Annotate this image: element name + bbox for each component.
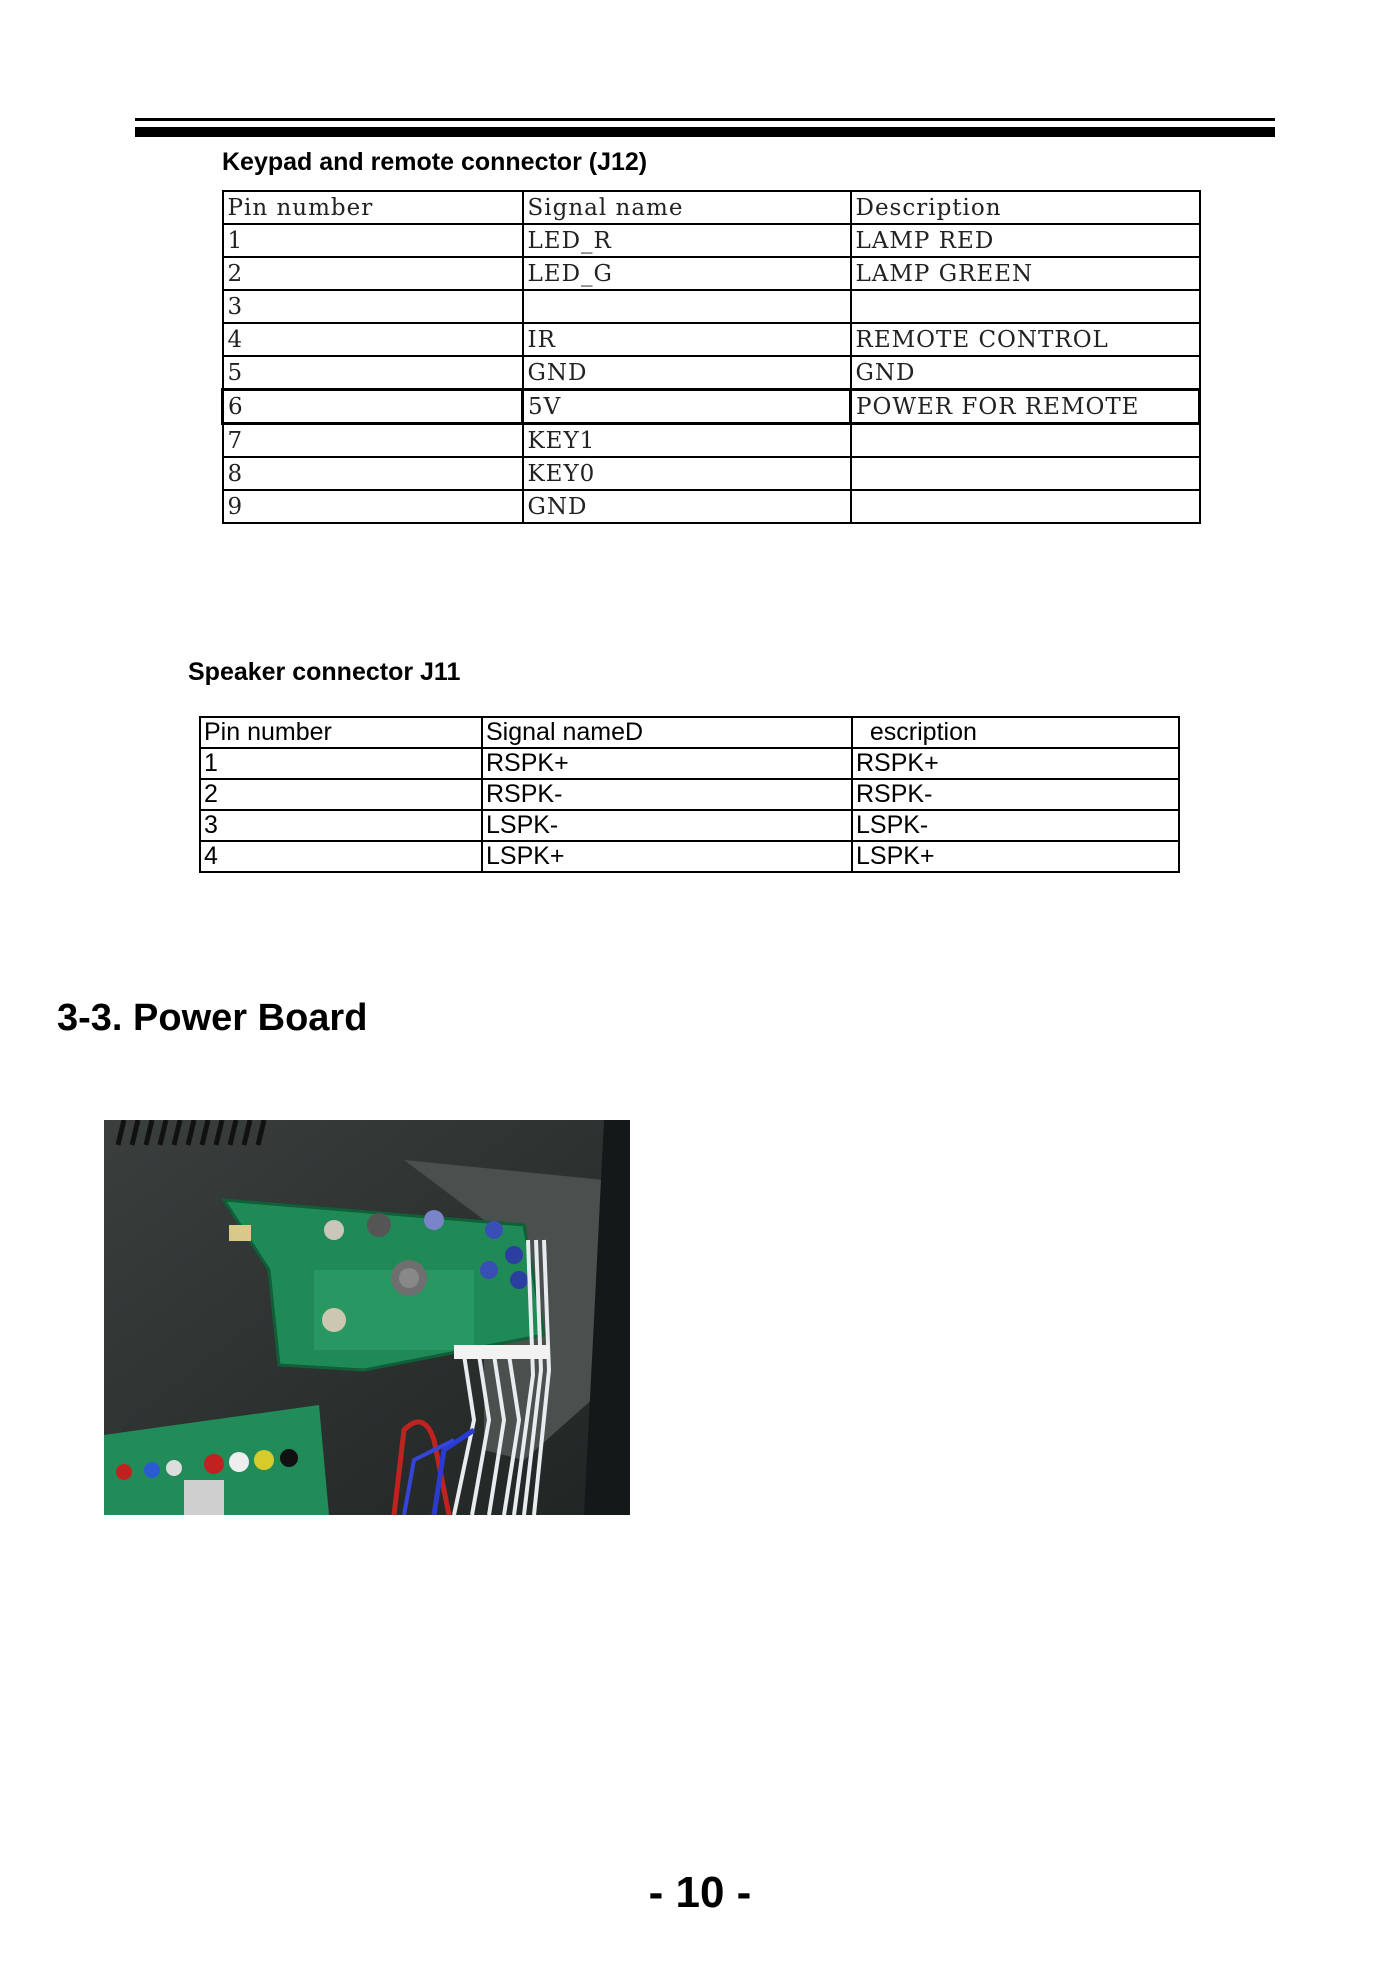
table-row — [223, 224, 1200, 257]
description-cell: GND — [851, 356, 1200, 390]
signal-cell: LED_R — [523, 224, 851, 257]
table-header-row — [200, 717, 1179, 748]
description-cell: RSPK+ — [852, 748, 1179, 779]
description-cell: LSPK- — [852, 810, 1179, 841]
table-row — [200, 810, 1179, 841]
signal-cell: LED_G — [523, 257, 851, 290]
signal-cell: KEY1 — [523, 424, 851, 458]
keypad-connector-table — [221, 190, 1201, 524]
description-cell — [851, 424, 1200, 458]
description-cell — [851, 490, 1200, 523]
power-board-photo — [104, 1120, 630, 1515]
signal-cell: IR — [523, 323, 851, 356]
signal-cell: 5V — [523, 390, 851, 424]
pin-cell: 5 — [223, 356, 523, 390]
page-number: - 10 - — [648, 1868, 752, 1917]
keypad-connector-title: Keypad and remote connector (J12) — [222, 148, 648, 176]
pin-cell: 4 — [200, 841, 482, 872]
description-cell: POWER FOR REMOTE — [851, 390, 1200, 424]
pin-cell: 3 — [200, 810, 482, 841]
table-row — [200, 779, 1179, 810]
table-header-row — [223, 191, 1200, 224]
description-cell: RSPK- — [852, 779, 1179, 810]
pin-cell: 2 — [223, 257, 523, 290]
signal-cell — [523, 290, 851, 323]
signal-cell: LSPK- — [482, 810, 852, 841]
table-row — [223, 257, 1200, 290]
description-cell: LAMP GREEN — [851, 257, 1200, 290]
section-heading-power-board: 3-3. Power Board — [57, 997, 368, 1039]
table-row — [223, 290, 1200, 323]
signal-cell: GND — [523, 490, 851, 523]
header-description: escription — [852, 717, 1179, 748]
signal-cell: RSPK- — [482, 779, 852, 810]
pin-cell: 1 — [200, 748, 482, 779]
table-row — [200, 841, 1179, 872]
pin-cell: 6 — [223, 390, 523, 424]
table-row — [223, 424, 1200, 458]
description-cell: REMOTE CONTROL — [851, 323, 1200, 356]
table-row — [223, 490, 1200, 523]
pin-cell: 9 — [223, 490, 523, 523]
table-row — [223, 356, 1200, 390]
pin-cell: 1 — [223, 224, 523, 257]
speaker-connector-table — [199, 716, 1180, 873]
pin-cell: 7 — [223, 424, 523, 458]
description-cell: LSPK+ — [852, 841, 1179, 872]
description-cell: LAMP RED — [851, 224, 1200, 257]
signal-cell: LSPK+ — [482, 841, 852, 872]
pin-cell: 2 — [200, 779, 482, 810]
header-description: Description — [851, 191, 1200, 224]
pin-cell: 8 — [223, 457, 523, 490]
signal-cell: GND — [523, 356, 851, 390]
header-pin-number: Pin number — [223, 191, 523, 224]
description-cell — [851, 290, 1200, 323]
header-signal-name: Signal name — [523, 191, 851, 224]
speaker-connector-title: Speaker connector J11 — [188, 658, 461, 686]
header-rule-thick — [135, 127, 1275, 137]
table-row — [200, 748, 1179, 779]
pin-cell: 4 — [223, 323, 523, 356]
pin-cell: 3 — [223, 290, 523, 323]
header-rule-thin — [135, 118, 1275, 121]
header-pin-number: Pin number — [200, 717, 482, 748]
table-row — [223, 457, 1200, 490]
table-row — [223, 390, 1200, 424]
header-signal-name: Signal nameD — [482, 717, 852, 748]
description-cell — [851, 457, 1200, 490]
signal-cell: RSPK+ — [482, 748, 852, 779]
signal-cell: KEY0 — [523, 457, 851, 490]
table-row — [223, 323, 1200, 356]
